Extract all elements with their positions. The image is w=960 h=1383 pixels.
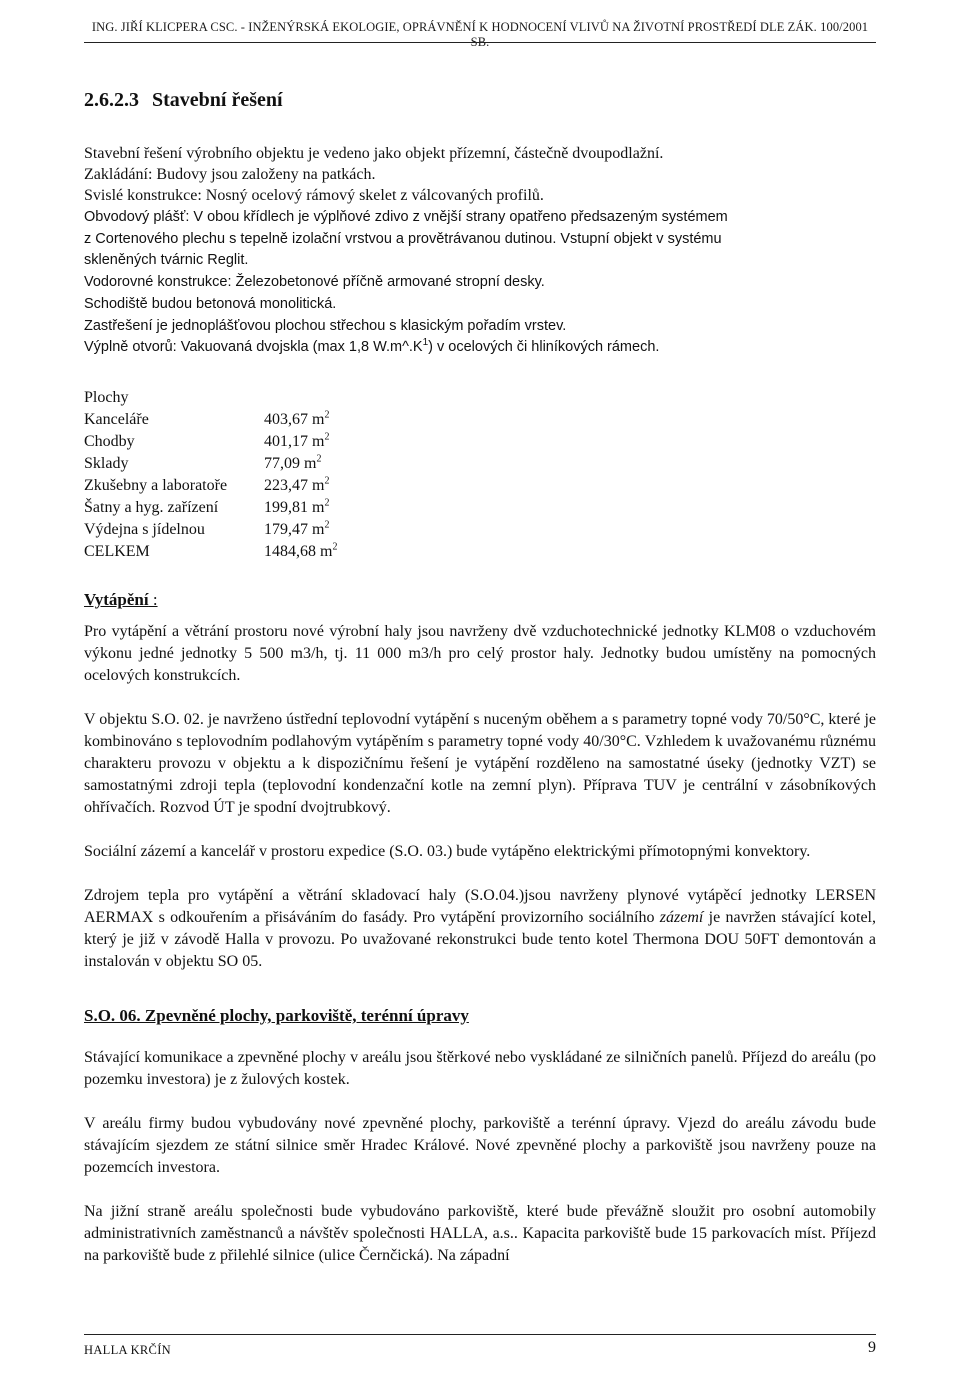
areas-row [84, 541, 337, 563]
so06-paragraph: Stávající komunikace a zpevněné plochy v areálu jsou štěrkové nebo vyskládané ze silničních panelů. Příjezd do areálu (po pozemku investora) je z žulových kostek. [84, 1048, 876, 1088]
areas-row [84, 453, 337, 475]
heating-paragraph: Zdrojem tepla pro vytápění a větrání skladovací haly (S.O.04.)jsou navrženy plynové vytápěcí jednotky LERSEN AERMAX s odkouřením a přisáváním do fasády. Pro vytápění provizorního sociálního zázemí je navržen stávající kotel, který je již v závodě Halla v provozu. Po uvažované rekonstrukci bude tento kotel Thermona DOU 50FT demontován a instalován v objektu SO 05. [84, 886, 877, 970]
footer-divider [84, 1334, 876, 1335]
construction-line: Obvodový plášť: V obou křídlech je výplňové zdivo z vnější strany opatřeno předsazeným systémem [84, 209, 728, 225]
header-divider [84, 42, 876, 43]
heating-paragraph: Sociální zázemí a kancelář v prostoru expedice (S.O. 03.) bude vytápěno elektrickými přímotopnými konvektory. [84, 842, 811, 860]
area-value: 179,47 $m^2$ [264, 519, 330, 538]
so06-paragraph: Na jižní straně areálu společnosti bude vybudováno parkoviště, které bude převážně sloužit pro osobní automobily administrativních zaměstnanců a návštěv společnosti HALLA, a.s.. Kapacita parkoviště bude 15 parkovacích míst. Příjezd na parkoviště bude z přilehlé silnice (ulice Černčická). Na západní [84, 1202, 876, 1264]
so06-paragraph: V areálu firmy budou vybudovány nové zpevněné plochy, parkoviště a terénní úpravy. Vjezd do areálu závodu bude stávajícím sjezdem ze státní silnice směr Hradec Králové. Nové zpevněné plochy a parkoviště jsou navrženy pouze na pozemcích investora. [84, 1114, 876, 1176]
areas-table [84, 387, 876, 563]
area-name: Sklady [84, 454, 129, 472]
cladding-block [84, 207, 876, 359]
construction-line: skleněných tvárnic Reglit. [84, 252, 249, 269]
areas-row [84, 431, 337, 453]
page-header: ING. JIŘÍ KLICPERA CSC. - INŽENÝRSKÁ EKOLOGIE, OPRÁVNĚNÍ K HODNOCENÍ VLIVŮ NA ŽIVOTNÍ PROSTŘEDÍ DLE ZÁK. 100/2001 SB. [91, 20, 869, 49]
area-value: 223,47 $m^2$ [264, 475, 330, 494]
section-number: 2.6.2.3 [84, 89, 139, 111]
heating-section [84, 621, 876, 973]
areas-row [84, 519, 337, 541]
areas-title: Plochy [84, 388, 129, 406]
area-value: 77,09 $m^2$ [264, 453, 322, 472]
construction-line: Zakládání: Budovy jsou založeny na patkách. [84, 166, 376, 183]
page-number: 9 [868, 1339, 876, 1356]
so06-heading: S.O. 06. Zpevněné plochy, parkoviště, terénní úpravy [84, 1005, 469, 1025]
section-title-text: Stavební řešení [152, 89, 283, 111]
area-value: 1484,68 $m^2$ [264, 541, 338, 560]
heating-heading: Vytápění : [84, 589, 158, 609]
area-value: 403,67 $m^2$ [264, 409, 330, 428]
areas-row [84, 497, 337, 519]
area-value: 199,81 $m^2$ [264, 497, 330, 516]
construction-line: Vodorovné konstrukce: Železobetonové příčně armované stropní desky. [84, 274, 545, 291]
area-name: Chodby [84, 432, 135, 450]
area-name: Zkušebny a laboratoře [84, 476, 228, 494]
construction-line: Svislé konstrukce: Nosný ocelový rámový skelet z válcovaných profilů. [84, 187, 544, 204]
area-name: CELKEM [84, 542, 150, 560]
section-title [84, 88, 876, 112]
areas-row [84, 475, 337, 497]
construction-line: Stavební řešení výrobního objektu je vedeno jako objekt přízemní, částečně dvoupodlažní. [84, 145, 664, 162]
heating-paragraph: Pro vytápění a větrání prostoru nové výrobní haly jsou navrženy dvě vzduchotechnické jednotky KLM08 o vzduchovém výkonu jedné jednotky 5 500 m3/h, tj. 11 000 m3/h pro celý prostor haly. Jednotky budou umístěny na pomocných ocelových konstrukcích. [84, 622, 876, 684]
construction-line: z Cortenového plechu s tepelně izolační vrstvou a provětrávanou dutinou. Vstupní objekt v systému [84, 230, 722, 247]
so06-section [84, 1047, 876, 1267]
area-value: 401,17 $m^2$ [264, 431, 330, 450]
construction-line: Zastřešení je jednoplášťovou plochou střechou s klasickým pořadím vrstev. [84, 317, 567, 334]
areas-row [84, 409, 337, 431]
area-name: Výdejna s jídelnou [84, 520, 205, 538]
page-content [84, 88, 876, 1267]
area-name: Šatny a hyg. zařízení [84, 498, 219, 516]
construction-block [84, 142, 876, 359]
construction-line: Schodiště budou betonová monolitická. [84, 295, 337, 312]
windows-line: Výplně otvorů: Vakuovaná dvojskla (max 1,8 $W.m\^{}.K^1$) v ocelových či hliníkových rámech. [84, 337, 660, 356]
footer-company: HALLA KRČÍN [84, 1343, 171, 1357]
area-name: Kanceláře [84, 410, 149, 428]
heating-paragraph: V objektu S.O. 02. je navrženo ústřední teplovodní vytápění s nuceným oběhem a s parametry topné vody 70/50°C, které je kombinováno s teplovodním podlahovým vytápěním s parametry topné vody 40/30°C. Vzhledem k uvažovanému různému charakteru provozu v objektu a k dispozičnímu řešení je vytápění rozděleno na samostatné úseky (jednotky VZT) se samostatnými zdroji tepla (teplovodní kondenzační kotle na zemní plyn). Příprava TUV je centrální v zásobníkových ohřívačích. Rozvod ÚT je spodní dvojtrubkový. [84, 710, 876, 816]
